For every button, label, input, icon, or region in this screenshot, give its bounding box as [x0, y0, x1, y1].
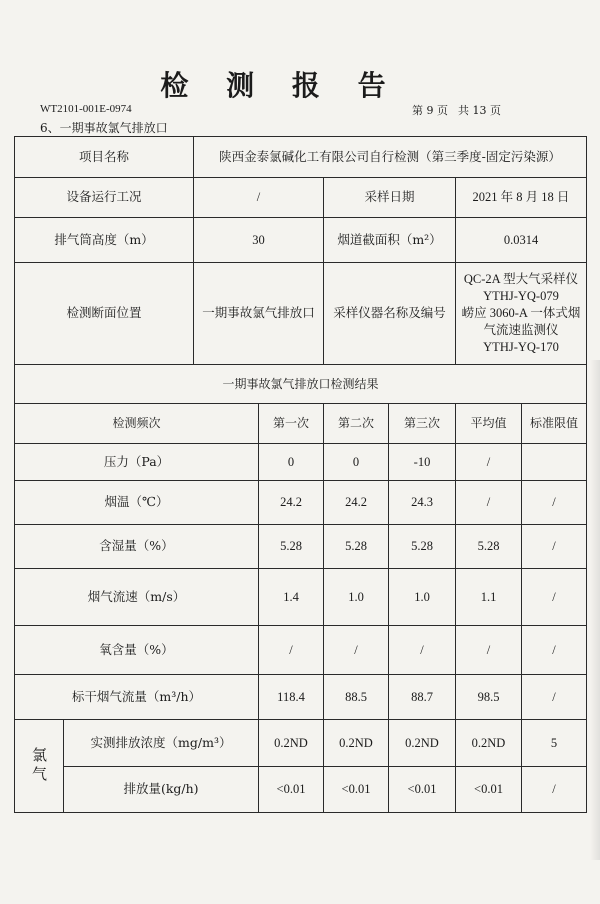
- table-cell: <0.01: [389, 767, 456, 813]
- table-cell: 0: [324, 444, 389, 481]
- results-title: 一期事故氯气排放口检测结果: [15, 365, 587, 404]
- section-heading: 6、一期事故氯气排放口: [40, 121, 168, 135]
- table-cell: -10: [389, 444, 456, 481]
- col-header-third: 第三次: [389, 404, 456, 444]
- table-cell: [522, 444, 587, 481]
- equipment-value: /: [194, 178, 324, 218]
- table-cell: 5.28: [324, 525, 389, 569]
- table-row: [15, 525, 587, 569]
- project-label: 项目名称: [15, 137, 194, 178]
- project-row: [15, 137, 587, 178]
- table-cell: /: [259, 626, 324, 675]
- table-cell: 0.2ND: [324, 720, 389, 767]
- stack-height-value: 30: [194, 218, 324, 263]
- table-cell: /: [522, 767, 587, 813]
- table-row: [15, 569, 587, 626]
- table-cell: /: [522, 626, 587, 675]
- instrument-line: 崂应 3060-A 一体式烟气流速监测仪: [461, 306, 581, 337]
- table-row: [15, 444, 587, 481]
- instrument-value: [456, 263, 587, 365]
- col-header-second: 第二次: [324, 404, 389, 444]
- table-cell: 0.2ND: [259, 720, 324, 767]
- stack-height-label: 排气筒高度（m）: [15, 218, 194, 263]
- table-cell: 5.28: [389, 525, 456, 569]
- section-position-label: 检测断面位置: [15, 263, 194, 365]
- table-cell: /: [522, 525, 587, 569]
- table-cell: /: [522, 569, 587, 626]
- sampling-date-value: 2021 年 8 月 18 日: [456, 178, 587, 218]
- instrument-line: QC-2A 型大气采样仪: [463, 272, 579, 287]
- table-cell: 0.2ND: [456, 720, 522, 767]
- flue-area-label: 烟道截面积（m²）: [324, 218, 456, 263]
- table-cell: 1.0: [389, 569, 456, 626]
- table-cell: 88.7: [389, 675, 456, 720]
- page-current: 第 9 页: [412, 104, 448, 117]
- report-table: [14, 136, 587, 813]
- row-label-emission-rate: 排放量(kg/h): [64, 767, 259, 813]
- table-cell: 118.4: [259, 675, 324, 720]
- table-cell: 0: [259, 444, 324, 481]
- instrument-row: [15, 263, 587, 365]
- row-label-moisture: 含湿量（%）: [15, 525, 259, 569]
- table-row: [15, 481, 587, 525]
- section-position-value: 一期事故氯气排放口: [194, 263, 324, 365]
- row-label-temperature: 烟温（℃）: [15, 481, 259, 525]
- table-row: [15, 720, 587, 767]
- table-cell: 1.1: [456, 569, 522, 626]
- table-row: [15, 767, 587, 813]
- table-cell: 0.2ND: [389, 720, 456, 767]
- table-cell: 24.2: [259, 481, 324, 525]
- table-cell: /: [456, 481, 522, 525]
- page-edge-shadow: [590, 360, 600, 860]
- sampling-date-label: 采样日期: [324, 178, 456, 218]
- table-cell: 88.5: [324, 675, 389, 720]
- stack-row: [15, 218, 587, 263]
- table-cell: 1.4: [259, 569, 324, 626]
- flue-area-value: 0.0314: [456, 218, 587, 263]
- table-cell: 5.28: [456, 525, 522, 569]
- table-cell: <0.01: [456, 767, 522, 813]
- table-cell: 24.2: [324, 481, 389, 525]
- table-cell: 1.0: [324, 569, 389, 626]
- table-cell: /: [456, 626, 522, 675]
- report-title: 检 测 报 告: [160, 69, 400, 102]
- table-cell: /: [522, 675, 587, 720]
- row-label-dry-flow: 标干烟气流量（m³/h）: [15, 675, 259, 720]
- results-header-row: [15, 404, 587, 444]
- page-number: [412, 102, 511, 118]
- instrument-line: YTHJ-YQ-079: [483, 289, 559, 304]
- equipment-label: 设备运行工况: [15, 178, 194, 218]
- table-row: [15, 626, 587, 675]
- instrument-label: 采样仪器名称及编号: [324, 263, 456, 365]
- table-row: [15, 675, 587, 720]
- row-label-flow-velocity: 烟气流速（m/s）: [15, 569, 259, 626]
- col-header-limit: 标准限值: [522, 404, 587, 444]
- table-cell: /: [522, 481, 587, 525]
- col-header-frequency: 检测频次: [15, 404, 259, 444]
- row-label-concentration: 实测排放浓度（mg/m³）: [64, 720, 259, 767]
- project-value: 陕西金泰氯碱化工有限公司自行检测（第三季度-固定污染源）: [194, 137, 587, 178]
- row-label-pressure: 压力（Pa）: [15, 444, 259, 481]
- table-cell: /: [456, 444, 522, 481]
- col-header-average: 平均值: [456, 404, 522, 444]
- table-cell: 5: [522, 720, 587, 767]
- table-cell: <0.01: [259, 767, 324, 813]
- document-number: WT2101-001E-0974: [40, 103, 132, 115]
- table-cell: 98.5: [456, 675, 522, 720]
- table-cell: /: [324, 626, 389, 675]
- table-cell: /: [389, 626, 456, 675]
- table-cell: 24.3: [389, 481, 456, 525]
- results-title-row: [15, 365, 587, 404]
- chlorine-group-label: 氯气: [15, 720, 64, 813]
- col-header-first: 第一次: [259, 404, 324, 444]
- instrument-line: YTHJ-YQ-170: [483, 339, 559, 354]
- page-total: 共 13 页: [458, 104, 501, 117]
- row-label-oxygen: 氧含量（%）: [15, 626, 259, 675]
- table-cell: <0.01: [324, 767, 389, 813]
- table-cell: 5.28: [259, 525, 324, 569]
- equipment-row: [15, 178, 587, 218]
